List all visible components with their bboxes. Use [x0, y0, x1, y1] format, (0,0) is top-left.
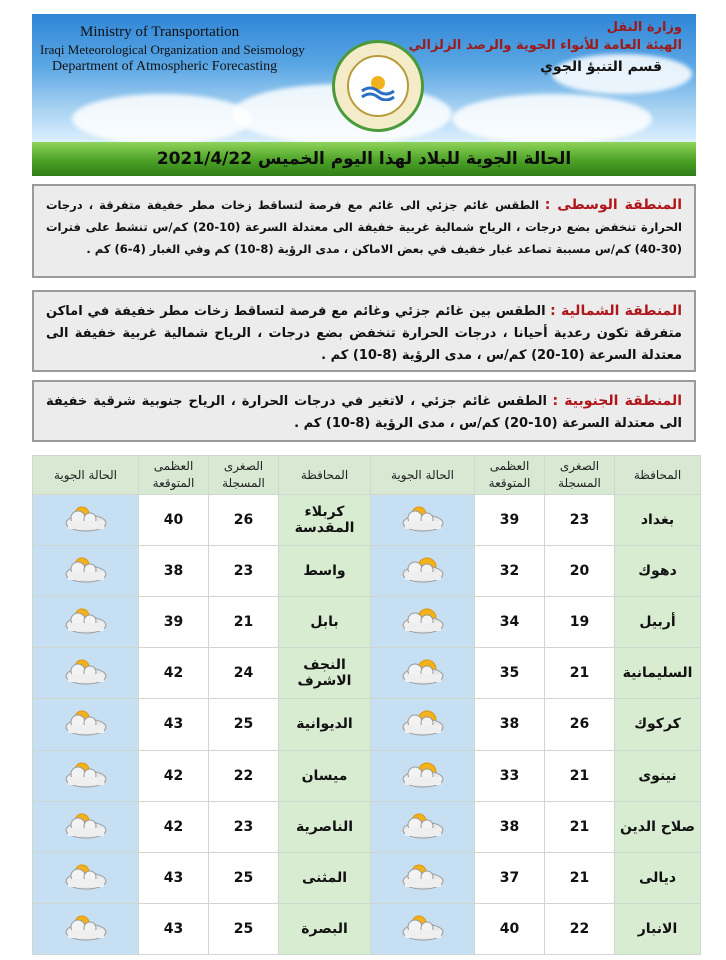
- date-title-bar: [32, 142, 696, 176]
- governorate-cell: الناصرية: [279, 801, 371, 852]
- condition-cell: [33, 699, 139, 750]
- organization-name-ar: الهيئة العامة للأنواء الجوية والرصد الزلزالي: [408, 38, 682, 53]
- condition-cell: [371, 699, 475, 750]
- min-temp-cell: 25: [209, 699, 279, 750]
- min-temp-cell: 23: [545, 495, 615, 546]
- weather-icon: [56, 603, 116, 637]
- condition-cell: [371, 750, 475, 801]
- min-temp-cell: 23: [209, 546, 279, 597]
- max-temp-cell: 42: [139, 648, 209, 699]
- col-header-min: الصغرى المسجلة: [209, 456, 279, 495]
- table-row: [33, 750, 701, 801]
- weather-icon: [393, 705, 453, 739]
- department-name-en: Department of Atmospheric Forecasting: [52, 59, 278, 74]
- governorate-cell: ميسان: [279, 750, 371, 801]
- weather-icon: [56, 501, 116, 535]
- condition-cell: [33, 801, 139, 852]
- condition-cell: [33, 597, 139, 648]
- col-header-max: العظمى المتوقعة: [139, 456, 209, 495]
- min-temp-cell: 24: [209, 648, 279, 699]
- weather-icon: [393, 859, 453, 893]
- weather-icon: [56, 910, 116, 944]
- english-header: [40, 24, 305, 75]
- max-temp-cell: 37: [475, 852, 545, 903]
- weather-icon: [56, 705, 116, 739]
- weather-icon: [56, 654, 116, 688]
- max-temp-cell: 33: [475, 750, 545, 801]
- max-temp-cell: 39: [139, 597, 209, 648]
- min-temp-cell: 21: [545, 750, 615, 801]
- min-temp-cell: 21: [209, 597, 279, 648]
- max-temp-cell: 43: [139, 852, 209, 903]
- condition-cell: [371, 597, 475, 648]
- weather-icon: [56, 757, 116, 791]
- governorate-cell: السليمانية: [615, 648, 701, 699]
- min-temp-cell: 21: [545, 648, 615, 699]
- header-banner: [32, 14, 696, 142]
- page-title: الحالة الجوية للبلاد لهذا اليوم الخميس 2021/4/22: [156, 149, 572, 169]
- col-header-condition: الحالة الجوية: [371, 456, 475, 495]
- governorate-cell: المثنى: [279, 852, 371, 903]
- governorate-cell: واسط: [279, 546, 371, 597]
- ministry-name-en: Ministry of Transportation: [80, 24, 240, 40]
- region-name: المنطقة الوسطى :: [544, 197, 682, 213]
- forecast-table: [32, 455, 701, 955]
- weather-icon: [393, 910, 453, 944]
- region-central: [32, 184, 696, 278]
- min-temp-cell: 26: [209, 495, 279, 546]
- arabic-header: [408, 20, 682, 75]
- region-south: [32, 380, 696, 442]
- weather-icon: [393, 603, 453, 637]
- department-name-ar: قسم التنبؤ الجوي: [540, 59, 662, 75]
- min-temp-cell: 25: [209, 852, 279, 903]
- weather-icon: [393, 552, 453, 586]
- max-temp-cell: 42: [139, 750, 209, 801]
- col-header-condition: الحالة الجوية: [33, 456, 139, 495]
- min-temp-cell: 19: [545, 597, 615, 648]
- governorate-cell: البصرة: [279, 903, 371, 954]
- min-temp-cell: 20: [545, 546, 615, 597]
- condition-cell: [33, 852, 139, 903]
- weather-icon: [393, 757, 453, 791]
- max-temp-cell: 39: [475, 495, 545, 546]
- governorate-cell: الديوانية: [279, 699, 371, 750]
- weather-icon: [393, 654, 453, 688]
- governorate-cell: أربيل: [615, 597, 701, 648]
- max-temp-cell: 38: [475, 801, 545, 852]
- table-row: [33, 546, 701, 597]
- condition-cell: [33, 648, 139, 699]
- table-row: [33, 852, 701, 903]
- condition-cell: [33, 546, 139, 597]
- region-name: المنطقة الشمالية :: [550, 303, 682, 319]
- region-forecast-text: الطقس غائم جزئي ، لاتغير في درجات الحرارة ، الرياح جنوبية شرقية خفيفة الى معتدلة السرعة (10-20) كم/س ، مدى الرؤية (8-10) كم .: [46, 394, 682, 431]
- condition-cell: [33, 495, 139, 546]
- region-forecast-text: الطقس غائم جزئي الى غائم مع فرصة لتساقط زخات مطر خفيفة متفرقة ، درجات الحرارة تنخفض بضع درجات ، الرياح شمالية غربية خفيفة الى معتدلة السرعة (10-20) كم/س تنشط على فترات (30-40) كم/س مسببة تصاعد غبار خفيف في بعض الاماكن ، مدى الرؤية (8-10) كم وفي الغبار (4-6) كم .: [46, 198, 682, 256]
- region-forecast-text: الطقس بين غائم جزئي وغائم مع فرصة لتساقط زخات مطر خفيفة في اماكن متفرقة تكون رعدية أحيانا ، درجات الحرارة تنخفض بضع درجات ، الرياح شمالية غربية خفيفة الى معتدلة السرعة (10-20) كم/س ، مدى الرؤية (8-10) كم .: [46, 304, 682, 363]
- max-temp-cell: 43: [139, 903, 209, 954]
- condition-cell: [33, 750, 139, 801]
- col-header-min: الصغرى المسجلة: [545, 456, 615, 495]
- table-row: [33, 801, 701, 852]
- table-row: [33, 597, 701, 648]
- governorate-cell: الانبار: [615, 903, 701, 954]
- condition-cell: [33, 903, 139, 954]
- max-temp-cell: 43: [139, 699, 209, 750]
- col-header-governorate: المحافظة: [615, 456, 701, 495]
- weather-icon: [56, 808, 116, 842]
- table-header-row: [33, 456, 701, 495]
- condition-cell: [371, 801, 475, 852]
- condition-cell: [371, 903, 475, 954]
- governorate-cell: نينوى: [615, 750, 701, 801]
- min-temp-cell: 23: [209, 801, 279, 852]
- max-temp-cell: 32: [475, 546, 545, 597]
- governorate-cell: كربلاء المقدسة: [279, 495, 371, 546]
- max-temp-cell: 40: [139, 495, 209, 546]
- ministry-name-ar: وزارة النقل: [606, 20, 682, 35]
- weather-icon: [393, 808, 453, 842]
- condition-cell: [371, 852, 475, 903]
- min-temp-cell: 22: [209, 750, 279, 801]
- organization-name-en: Iraqi Meteorological Organization and Seismology: [40, 42, 305, 57]
- governorate-cell: بابل: [279, 597, 371, 648]
- region-name: المنطقة الجنوبية :: [552, 393, 682, 409]
- min-temp-cell: 21: [545, 801, 615, 852]
- max-temp-cell: 40: [475, 903, 545, 954]
- region-north: [32, 290, 696, 372]
- governorate-cell: بغداد: [615, 495, 701, 546]
- table-row: [33, 903, 701, 954]
- col-header-governorate: المحافظة: [279, 456, 371, 495]
- condition-cell: [371, 546, 475, 597]
- max-temp-cell: 35: [475, 648, 545, 699]
- col-header-max: العظمى المتوقعة: [475, 456, 545, 495]
- min-temp-cell: 21: [545, 852, 615, 903]
- table-row: [33, 699, 701, 750]
- max-temp-cell: 38: [139, 546, 209, 597]
- governorate-cell: النجف الاشرف: [279, 648, 371, 699]
- governorate-cell: دهوك: [615, 546, 701, 597]
- weather-icon: [56, 552, 116, 586]
- governorate-cell: صلاح الدين: [615, 801, 701, 852]
- min-temp-cell: 25: [209, 903, 279, 954]
- max-temp-cell: 38: [475, 699, 545, 750]
- condition-cell: [371, 495, 475, 546]
- governorate-cell: كركوك: [615, 699, 701, 750]
- max-temp-cell: 42: [139, 801, 209, 852]
- condition-cell: [371, 648, 475, 699]
- weather-icon: [56, 859, 116, 893]
- weather-icon: [393, 501, 453, 535]
- min-temp-cell: 26: [545, 699, 615, 750]
- min-temp-cell: 22: [545, 903, 615, 954]
- table-row: [33, 495, 701, 546]
- max-temp-cell: 34: [475, 597, 545, 648]
- governorate-cell: ديالى: [615, 852, 701, 903]
- table-row: [33, 648, 701, 699]
